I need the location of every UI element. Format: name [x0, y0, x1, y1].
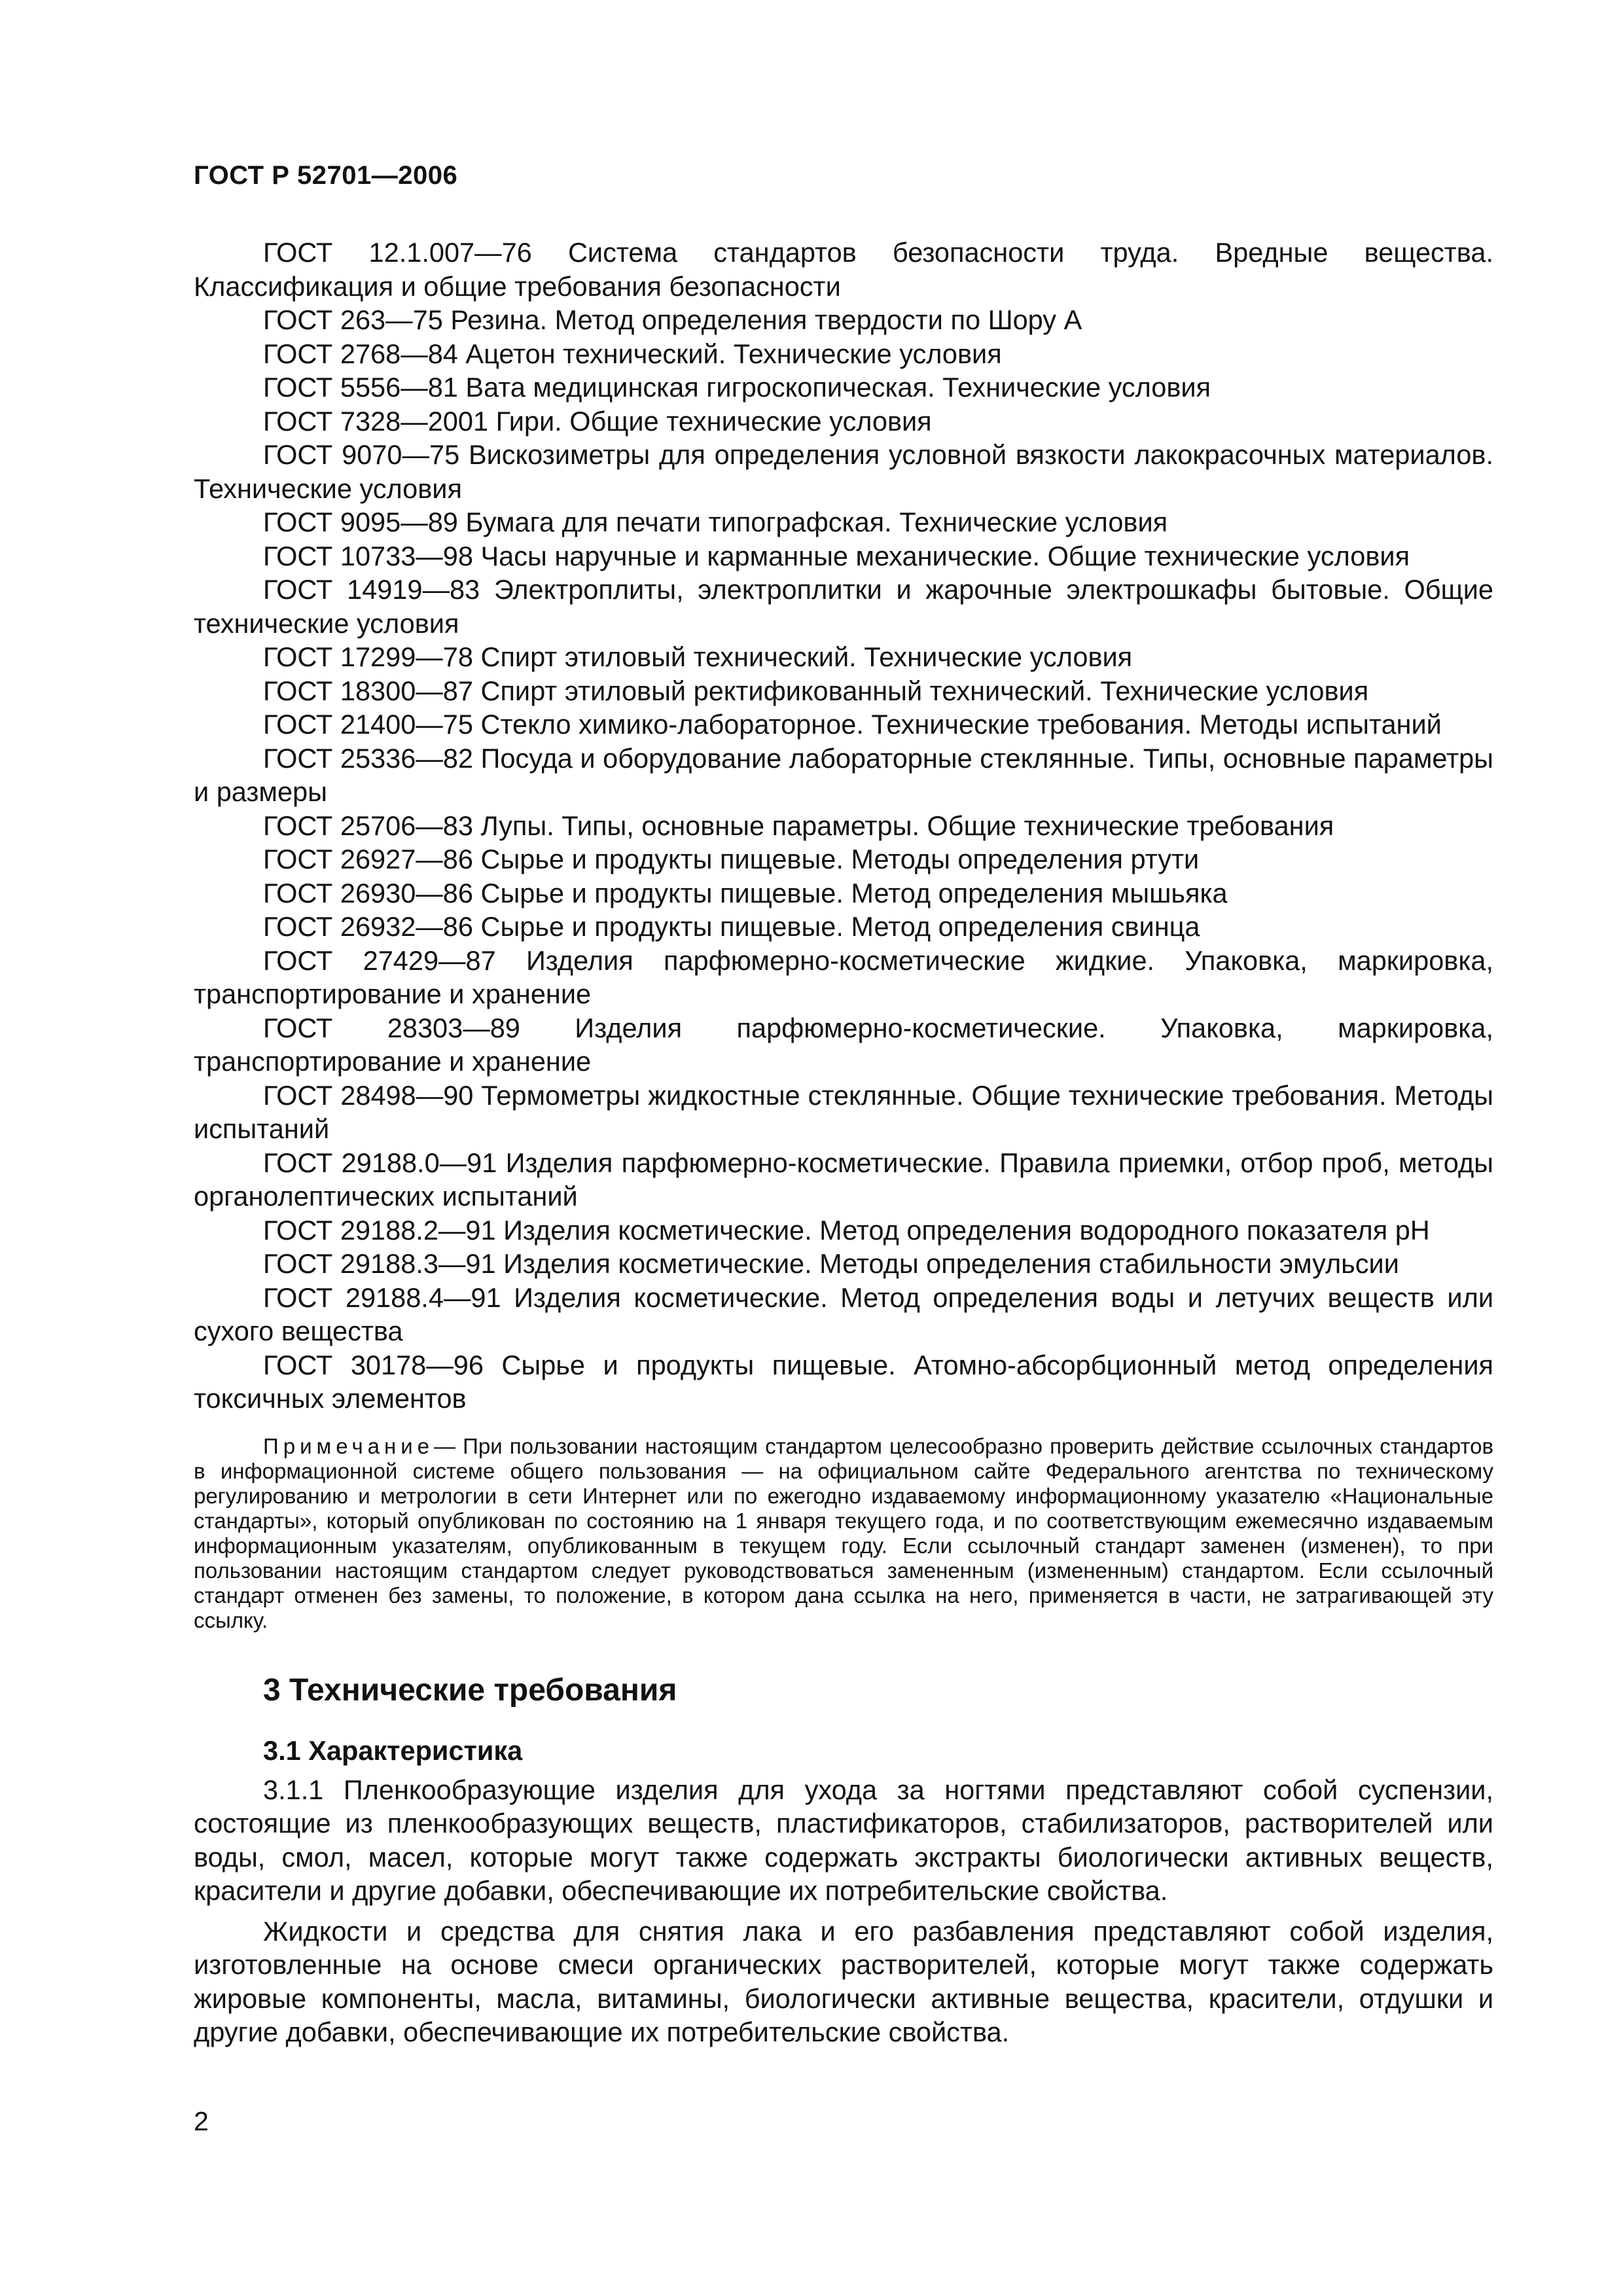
reference-item: ГОСТ 25336—82 Посуда и оборудование лабораторные стеклянные. Типы, основные параметры и размеры [194, 742, 1493, 807]
normative-references-list [194, 236, 1493, 1416]
reference-item: ГОСТ 21400—75 Стекло химико-лабораторное. Технические требования. Методы испытаний [263, 709, 1442, 740]
reference-item: ГОСТ 29188.3—91 Изделия косметические. Методы определения стабильности эмульсии [263, 1248, 1399, 1279]
reference-item: ГОСТ 25706—83 Лупы. Типы, основные параметры. Общие технические требования [263, 810, 1334, 841]
reference-item: ГОСТ 28303—89 Изделия парфюмерно-косметические. Упаковка, маркировка, транспортирование и хранение [194, 1012, 1493, 1077]
note-label: Примечание [263, 1433, 435, 1458]
reference-item: ГОСТ 29188.4—91 Изделия косметические. Метод определения воды и летучих веществ или сухого вещества [194, 1282, 1493, 1346]
reference-item: ГОСТ 9095—89 Бумага для печати типографская. Технические условия [263, 507, 1168, 537]
paragraph: 3.1.1 Пленкообразующие изделия для ухода за ногтями представляют собой суспензии, состоящие из пленкообразующих веществ, пластификаторов, стабилизаторов, растворителей или воды, смол, масел, которые могут также содержать экстракты биологически активных веществ, красители и другие добавки, обеспечивающие их потребительские свойства. [194, 1774, 1493, 1906]
note-text: — При пользовании настоящим стандартом целесообразно проверить действие ссылочных стандартов в информационной системе общего пользования — на официальном сайте Федерального агентства по техническому регулированию и метрологии в сети Интернет или по ежегодно издаваемому информационному указателю «Национальные стандарты», который опубликован по состоянию на 1 января текущего года, и по соответствующим ежемесячно издаваемым информационным указателям, опубликованным в текущем году. Если ссылочный стандарт заменен (изменен), то при пользовании настоящим стандартом следует руководствоваться замененным (измененным) стандартом. Если ссылочный стандарт отменен без замены, то положение, в котором дана ссылка на него, применяется в части, не затрагивающей эту ссылку. [194, 1433, 1493, 1632]
reference-item: ГОСТ 26930—86 Сырье и продукты пищевые. Метод определения мышьяка [263, 877, 1228, 908]
note-block [194, 1434, 1493, 1633]
reference-item: ГОСТ 12.1.007—76 Система стандартов безопасности труда. Вредные вещества. Классификация и общие требования безопасности [194, 237, 1493, 302]
section-title: 3 Технические требования [263, 1672, 677, 1708]
reference-item: ГОСТ 26927—86 Сырье и продукты пищевые. Методы определения ртути [263, 844, 1200, 874]
reference-item: ГОСТ 29188.2—91 Изделия косметические. Метод определения водородного показателя pH [263, 1214, 1430, 1246]
reference-item: ГОСТ 30178—96 Сырье и продукты пищевые. Атомно-абсорбционный метод определения токсичных элементов [194, 1349, 1493, 1414]
reference-item: ГОСТ 7328—2001 Гири. Общие технические условия [263, 405, 932, 437]
reference-item: ГОСТ 2768—84 Ацетон технический. Технические условия [263, 338, 1002, 369]
page-content [194, 236, 1493, 2049]
reference-item: ГОСТ 29188.0—91 Изделия парфюмерно-косметические. Правила приемки, отбор проб, методы органолептических испытаний [194, 1147, 1493, 1211]
paragraph: Жидкости и средства для снятия лака и его разбавления представляют собой изделия, изготовленные на основе смеси органических растворителей, которые могут также содержать жировые компоненты, масла, витамины, биологически активные вещества, красители, отдушки и другие добавки, обеспечивающие их потребительские свойства. [194, 1915, 1493, 2047]
reference-item: ГОСТ 263—75 Резина. Метод определения твердости по Шору А [263, 304, 1082, 335]
reference-item: ГОСТ 26932—86 Сырье и продукты пищевые. Метод определения свинца [263, 911, 1200, 942]
subsection-title: 3.1 Характеристика [263, 1734, 523, 1766]
reference-item: ГОСТ 28498—90 Термометры жидкостные стеклянные. Общие технические требования. Методы испытаний [194, 1079, 1493, 1144]
reference-item: ГОСТ 5556—81 Вата медицинская гигроскопическая. Технические условия [263, 372, 1211, 403]
reference-item: ГОСТ 17299—78 Спирт этиловый технический. Технические условия [263, 641, 1133, 672]
reference-item: ГОСТ 9070—75 Вискозиметры для определения условной вязкости лакокрасочных материалов. Технические условия [194, 439, 1493, 504]
reference-item: ГОСТ 14919—83 Электроплиты, электроплитки и жарочные электрошкафы бытовые. Общие технические условия [194, 574, 1493, 639]
reference-item: ГОСТ 27429—87 Изделия парфюмерно-косметические жидкие. Упаковка, маркировка, транспортирование и хранение [194, 944, 1493, 1009]
page-header: ГОСТ Р 52701—2006 [194, 161, 458, 190]
reference-item: ГОСТ 10733—98 Часы наручные и карманные механические. Общие технические условия [263, 540, 1410, 571]
reference-item: ГОСТ 18300—87 Спирт этиловый ректификованный технический. Технические условия [263, 675, 1369, 706]
page-number: 2 [194, 2106, 209, 2136]
